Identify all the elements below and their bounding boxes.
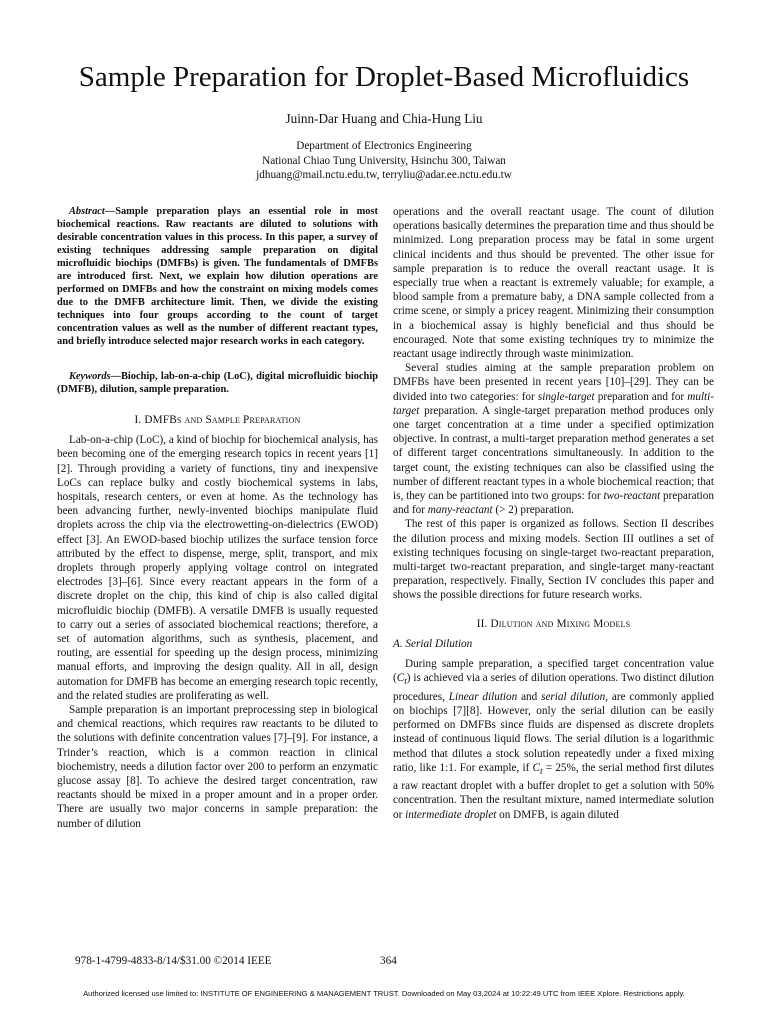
s2-text-a: During sample preparation, a specified target concentration value ( — [393, 658, 714, 685]
abstract — [57, 205, 378, 348]
paper-title: Sample Preparation for Droplet-Based Microfluidics — [78, 61, 690, 93]
license-notice: Authorized licensed use limited to: INSTITUTE OF ENGINEERING & MANAGEMENT TRUST. Downloaded on May 03,2024 at 10:22:49 UTC from IEEE Xplore. Restrictions apply. — [83, 989, 685, 998]
p4-term-two-reactant: two-reactant — [603, 490, 661, 503]
subsection-a-heading: A. Serial Dilution — [393, 637, 473, 650]
keywords-label: Keywords — [69, 371, 111, 382]
author-list: Juinn-Dar Huang and Chia-Hung Liu — [285, 111, 483, 126]
s2-text-b: ) is achieved via a series of dilution operations. Two distinct dilution procedures, — [393, 672, 714, 703]
s2-term-linear-dilution: Linear dilution — [448, 690, 518, 703]
p4-term-multi-target: multi-target — [393, 390, 714, 417]
p4-text-e: (> 2) preparation. — [492, 504, 575, 517]
affiliation-emails: jdhuang@mail.nctu.edu.tw, terryliu@adar.ee.nctu.edu.tw — [256, 169, 512, 182]
s2-symbol-ct-2: C — [532, 761, 540, 774]
affiliation-university: National Chiao Tung University, Hsinchu 300, Taiwan — [262, 154, 506, 167]
section-1-paragraph-4 — [393, 361, 714, 517]
p4-term-single-target: single-target — [537, 390, 595, 403]
section-1-paragraph-2: Sample preparation is an important preprocessing step in biological and chemical reactions, which requires raw reactants to be diluted to the solutions with definite concentration values [7]–[9]. For instance, a Trinder’s reaction, which is a common reaction in clinical biochemistry, needs a dilution factor over 200 to perform an enzymatic glucose assay [8]. To achieve the desired target concentration, raw reactants should be mixed in a proper amount and in a proper order. There are usually two major concerns in sample preparation: the number of dilution — [57, 704, 378, 830]
section-1-heading: I. DMFBs and Sample Preparation — [134, 414, 301, 426]
p4-text-d: preparation and for — [393, 490, 714, 517]
s2-symbol-ct-sub: t — [404, 677, 407, 688]
section-1-paragraph-3: operations and the overall reactant usage. The count of dilution operations basically determines the preparation time and thus should be minimized. Long preparation process may be fatal in some urgent clinical incidents and thus should be prevented. The other issue for sample preparation is to reduce the overall reactant usage. It is especially true when a reactant is extremely valuable; for example, a blood sample from a premature baby, a DNA sample collected from a crime scene, or simply a pricey reagent. Minimizing their consumption in a biochemical assay is highly beneficial and thus should be encouraged. Note that some existing techniques try to minimize the reactant usage indirectly through waste minimization. — [393, 206, 714, 361]
s2-text-e: = 25%, the serial method first dilutes a raw reactant droplet with a buffer droplet to get a solution with 50% concentration. Then the resultant mixture, named intermediate solution or — [393, 761, 715, 821]
s2-term-intermediate-droplet: intermediate droplet — [405, 808, 497, 821]
abstract-label: Abstract — [69, 206, 105, 217]
section-1-paragraph-1: Lab-on-a-chip (LoC), a kind of biochip for biochemical analysis, has been becoming one of the emerging research topics in recent years [1][2]. Through providing a variety of functions, tiny and inexpensive LoCs can replace bulky and costly biochemical systems in labs, hospitals, research centers, or even at home. As the technology has been advancing further, newly-invented biochips manipulate fluid droplets across the chip via the electrowetting-on-dielectrics (EWOD) effect [3]. An EWOD-based biochip utilizes the surface tension force attributed by the effect to dispense, merge, split, transport, and mix droplets through properly applying voltage control on integrated electrodes [3]–[6]. Since every reactant appears in the form of a discrete droplet on the chip, this kind of chip is also called digital microfluidic biochip (DMFB). A versatile DMFB is usually requested to carry out a series of associated biochemical reactions; therefore, a set of automation algorithms, such as synthesis, placement, and routing, are essential for speeding up the design process, minimizing manual efforts, and improving the design quality. All in all, design automation for DMFB has become an emerging research topic recently, and the related studies are proliferating as well. — [57, 434, 378, 702]
s2-symbol-ct: C — [396, 672, 405, 685]
left-column — [57, 205, 378, 831]
affiliation-department: Department of Electronics Engineering — [296, 140, 472, 152]
page-number: 364 — [380, 955, 397, 967]
s2-text-f: on DMFB, is again diluted — [496, 808, 619, 821]
right-column — [393, 205, 714, 822]
affiliation-block — [0, 139, 768, 183]
s2-text-c: and — [517, 690, 542, 703]
s2-term-serial-dilution: serial dilution — [541, 690, 606, 703]
keywords-text: —Biochip, lab-on-a-chip (LoC), digital microfluidic biochip (DMFB), dilution, sample preparation. — [57, 371, 378, 395]
section-1-paragraph-5: The rest of this paper is organized as follows. Section II describes the dilution process and mixing models. Section III outlines a set of existing techniques focusing on single-target two-reactant preparation, multi-target two-reactant preparation, and single-target many-reactant preparation, respectively. Finally, Section IV concludes this paper and shows the possible directions for future research works. — [393, 518, 714, 602]
footer-isbn: 978-1-4799-4833-8/14/$31.00 ©2014 IEEE — [75, 955, 272, 967]
section-2-heading: II. Dilution and Mixing Models — [476, 617, 631, 630]
p4-term-many-reactant: many-reactant — [427, 504, 493, 517]
p4-text-a: Several studies aiming at the sample preparation problem on DMFBs have been presented in recent years [10]–[29]. They can be divided into two categories: for — [393, 362, 714, 403]
abstract-text: —Sample preparation plays an essential role in most biochemical reactions. Raw reactants are diluted to solutions with desirable concentration values in this process. In this paper, a survey of existing techniques addressing sample preparation on digital microfluidic biochips (DMFBs) is given. The fundamentals of DMFBs are introduced first. Next, we explain how dilution operations are performed on DMFBs and how the constraint on mixing models comes due to the DMFB architecture limit. Then, we divide the existing techniques into four groups according to the count of target concentration values as well as the number of different reactant types, and briefly introduce selected major research works in each category. — [57, 206, 378, 347]
keywords — [57, 370, 378, 396]
p4-text-b: preparation and for — [594, 390, 688, 403]
p4-text-c: preparation. A single-target preparation method produces only one target concentration at a time under a specified optimization objective. In contrast, a multi-target preparation method generates a set of different target concentrations simultaneously. In addition to the target count, the existing techniques can also be classified using the number of different reactant types in a whole biochemical reaction; that is, they can be partitioned into two groups: for — [393, 404, 714, 503]
section-2-paragraph-1 — [393, 657, 714, 822]
s2-text-d: , are commonly applied on biochips [7][8]. However, only the serial dilution can be easily performed on DMFBs since fluids are dispensed as discrete droplets instead of continuous liquid flows. The serial dilution is a logarithmic method that dilutes a stock solution repeatedly under a fixed mixing ratio, like 1:1. For example, if — [393, 690, 715, 774]
s2-symbol-ct-2-sub: t — [540, 766, 543, 777]
